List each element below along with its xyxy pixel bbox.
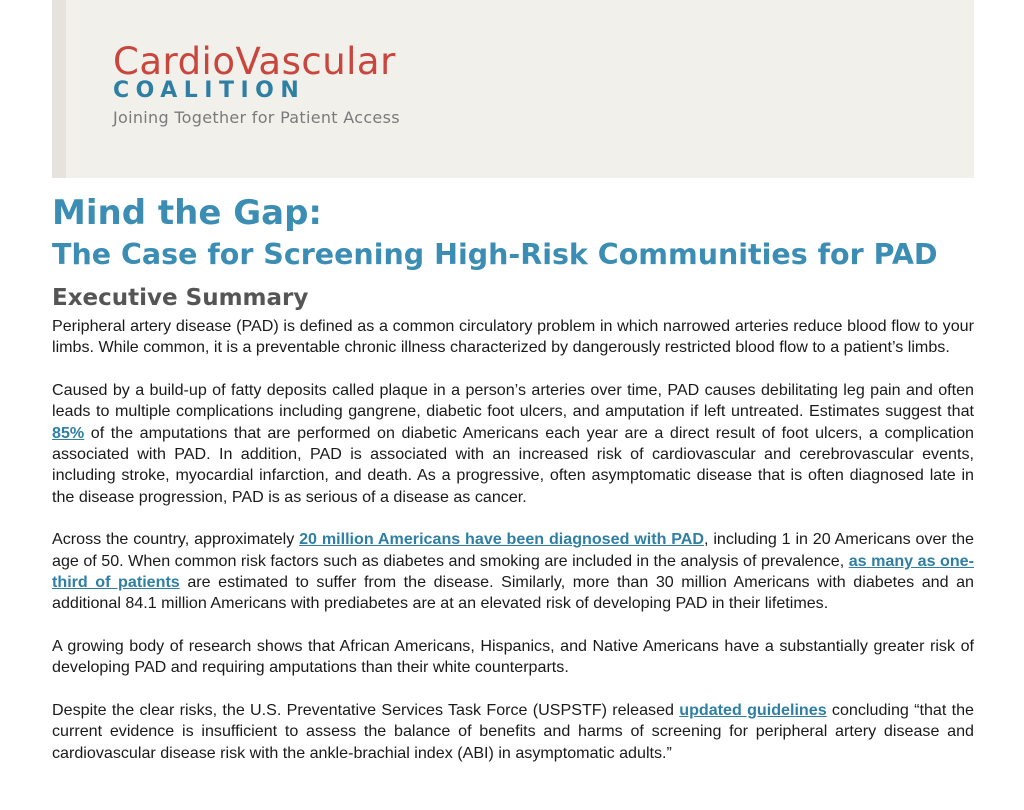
paragraph-5-text-b: concluding “that the current evidence is insufficient to assess the balance of benefits and harms of screening for peripheral artery disease and cardiovascular disease risk with the ankle-brachial index (ABI) in asymptomatic adults.” bbox=[52, 700, 974, 762]
logo-tagline: Joining Together for Patient Access bbox=[113, 108, 400, 127]
link-updated-guidelines[interactable]: updated guidelines bbox=[679, 700, 827, 719]
logo-subtitle: COALITION bbox=[113, 78, 306, 103]
paragraph-5-text-a: Despite the clear risks, the U.S. Preventative Services Task Force (USPSTF) released bbox=[52, 700, 680, 719]
logo-wordmark: CardioVascular bbox=[113, 40, 396, 83]
link-one-third-patients[interactable]: as many as one-third of patients bbox=[52, 551, 974, 592]
paragraph-3 bbox=[52, 529, 974, 615]
coalition-logo bbox=[113, 42, 400, 128]
paragraph-4-text: A growing body of research shows that African Americans, Hispanics, and Native Americans have a substantially greater risk of developing PAD and requiring amputations than their white counterparts. bbox=[52, 636, 974, 677]
page-title: Mind the Gap: bbox=[52, 193, 323, 233]
paragraph-4 bbox=[52, 636, 974, 679]
paragraph-1 bbox=[52, 316, 974, 359]
paragraph-3-text-c: are estimated to suffer from the disease. Similarly, more than 30 million Americans with diabetes and an additional 84.1 million Americans with prediabetes are at an elevated risk of developing PAD in their lifetimes. bbox=[52, 573, 974, 613]
paragraph-3-text-b: , including 1 in 20 Americans over the age of 50. When common risk factors such as diabetes and smoking are included in the analysis of prevalence, bbox=[52, 530, 974, 570]
link-20-million-diagnosed[interactable]: 20 million Americans have been diagnosed with PAD bbox=[299, 530, 705, 549]
paragraph-2-text-b: of the amputations that are performed on diabetic Americans each year are a direct result of foot ulcers, a complication associated with PAD. In addition, PAD is associated with an increased risk of cardiovascular and cerebrovascular events, including stroke, myocardial infarction, and death. As a progressive, often asymptomatic disease that is often diagnosed late in the disease progression, PAD is as serious of a disease as cancer. bbox=[52, 423, 974, 506]
section-heading: Executive Summary bbox=[52, 285, 309, 311]
paragraph-2-text-a: Caused by a build-up of fatty deposits called plaque in a person’s arteries over time, PAD causes debilitating leg pain and often leads to multiple complications including gangrene, diabetic foot ulcers, and amputation if left untreated. Estimates suggest that bbox=[52, 380, 974, 421]
paragraph-3-text-a: Across the country, approximately bbox=[52, 530, 300, 549]
paragraph-5 bbox=[52, 700, 974, 764]
page-subtitle: The Case for Screening High-Risk Communities for PAD bbox=[52, 238, 938, 271]
document-body bbox=[52, 192, 974, 764]
paragraph-2 bbox=[52, 380, 974, 508]
link-85-percent[interactable]: 85% bbox=[52, 423, 85, 442]
header-left-strip bbox=[52, 0, 66, 178]
paragraph-1-text: Peripheral artery disease (PAD) is defined as a common circulatory problem in which narrowed arteries reduce blood flow to your limbs. While common, it is a preventable chronic illness characterized by dangerously restricted blood flow to a patient’s limbs. bbox=[52, 317, 974, 357]
